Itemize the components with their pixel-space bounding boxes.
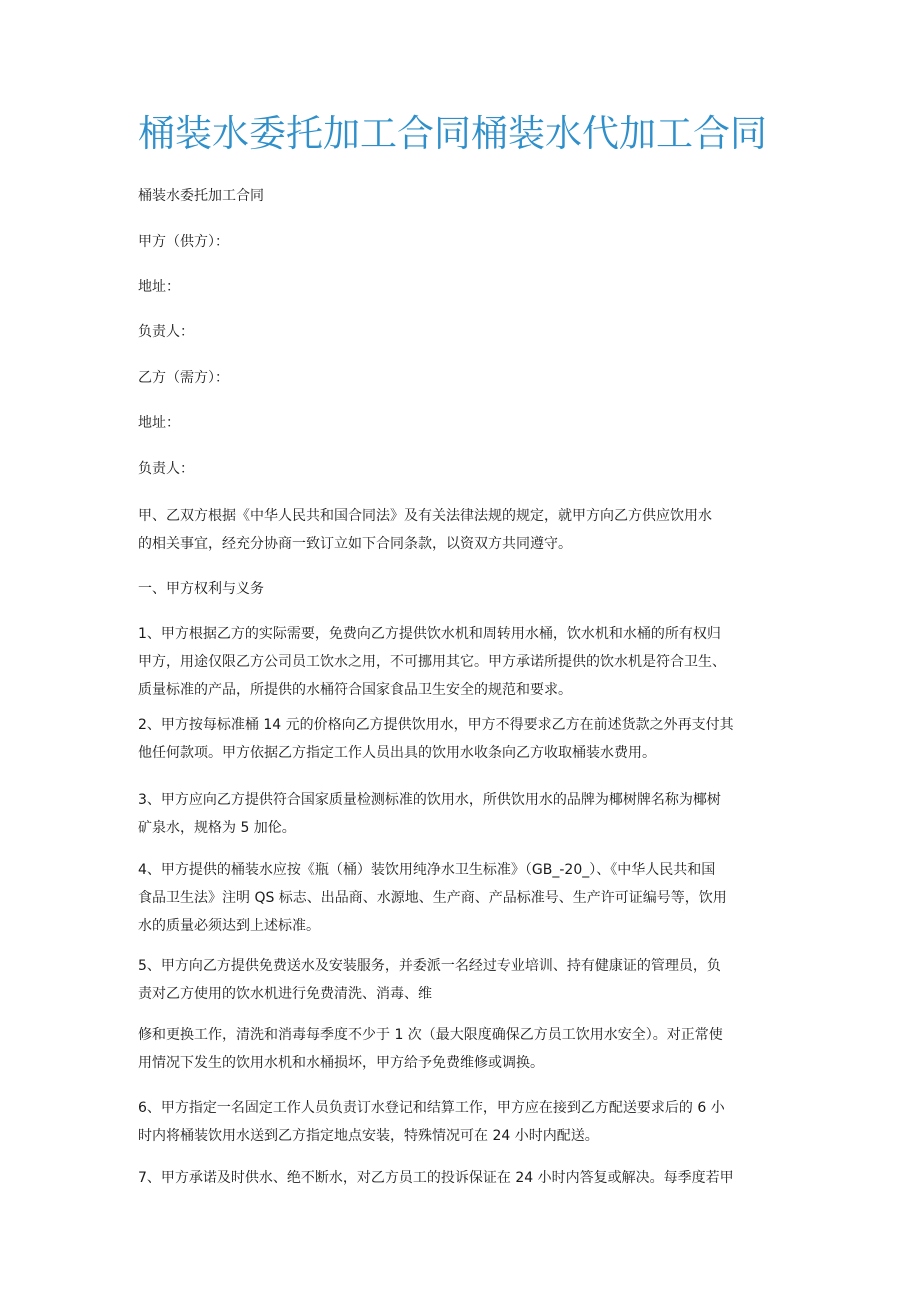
- intro-line: 甲、乙双方根据《中华人民共和国合同法》及有关法律法规的规定，就甲方向乙方供应饮用水: [138, 508, 712, 524]
- clause-line: 水的质量必须达到上述标准。: [138, 918, 320, 934]
- clause-line: 食品卫生法》注明 QS 标志、出品商、水源地、生产商、产品标准号、生产许可证编号等，饮用: [138, 890, 727, 906]
- clause-line: 2、甲方按每标准桶 14 元的价格向乙方提供饮用水，甲方不得要求乙方在前述货款之外再支付其: [138, 717, 734, 733]
- document-subtitle: 桶装水委托加工合同: [138, 188, 264, 204]
- intro-line: 的相关事宜，经充分协商一致订立如下合同条款，以资双方共同遵守。: [138, 536, 572, 552]
- clause-5-continued: [138, 1021, 788, 1077]
- clause-line: 质量标准的产品，所提供的水桶符合国家食品卫生安全的规范和要求。: [138, 682, 572, 698]
- clause-line: 矿泉水，规格为 5 加伦。: [138, 820, 296, 836]
- clause-line: 5、甲方向乙方提供免费送水及安装服务，并委派一名经过专业培训、持有健康证的管理员，负: [138, 958, 721, 974]
- clause-line: 1、甲方根据乙方的实际需要，免费向乙方提供饮水机和周转用水桶，饮水机和水桶的所有权归: [138, 626, 721, 642]
- party-a-person: 负责人：: [138, 324, 194, 340]
- party-a-address: 地址：: [138, 279, 180, 295]
- clause-line: 他任何款项。甲方依据乙方指定工作人员出具的饮用水收条向乙方收取桶装水费用。: [138, 745, 656, 761]
- clause-line: 时内将桶装饮用水送到乙方指定地点安装，特殊情况可在 24 小时内配送。: [138, 1128, 599, 1144]
- clause-line: 修和更换工作，清洗和消毒每季度不少于 1 次（最大限度确保乙方员工饮用水安全）。对正常使: [138, 1027, 723, 1043]
- clause-2: [138, 711, 788, 767]
- clause-line: 3、甲方应向乙方提供符合国家质量检测标准的饮用水，所供饮用水的品牌为椰树牌名称为椰树: [138, 792, 721, 808]
- clause-7: [138, 1164, 788, 1192]
- clause-line: 4、甲方提供的桶装水应按《瓶（桶）装饮用纯净水卫生标准》（GB_-20_）、《中华人民共和国: [138, 862, 716, 878]
- party-b-person: 负责人：: [138, 461, 194, 477]
- clause-line: 责对乙方使用的饮水机进行免费清洗、消毒、维: [138, 986, 432, 1002]
- party-a-label: 甲方（供方）：: [138, 234, 229, 250]
- clause-3: [138, 786, 788, 842]
- clause-line: 7、甲方承诺及时供水、绝不断水，对乙方员工的投诉保证在 24 小时内答复或解决。每季度若甲: [138, 1170, 734, 1186]
- party-b-address: 地址：: [138, 415, 180, 431]
- clause-line: 用情况下发生的饮用水机和水桶损坏，甲方给予免费维修或调换。: [138, 1055, 544, 1071]
- clause-line: 6、甲方指定一名固定工作人员负责订水登记和结算工作，甲方应在接到乙方配送要求后的 6 小: [138, 1100, 725, 1116]
- clause-1: [138, 620, 788, 704]
- clause-line: 甲方，用途仅限乙方公司员工饮水之用，不可挪用其它。甲方承诺所提供的饮水机是符合卫生、: [138, 654, 726, 670]
- clause-5: [138, 952, 788, 1008]
- clause-6: [138, 1094, 788, 1150]
- party-b-label: 乙方（需方）：: [138, 370, 229, 386]
- document-title: 桶装水委托加工合同桶装水代加工合同: [138, 112, 767, 155]
- section-heading: 一、甲方权利与义务: [138, 581, 264, 597]
- clause-4: [138, 856, 788, 940]
- intro-paragraph: [138, 502, 788, 558]
